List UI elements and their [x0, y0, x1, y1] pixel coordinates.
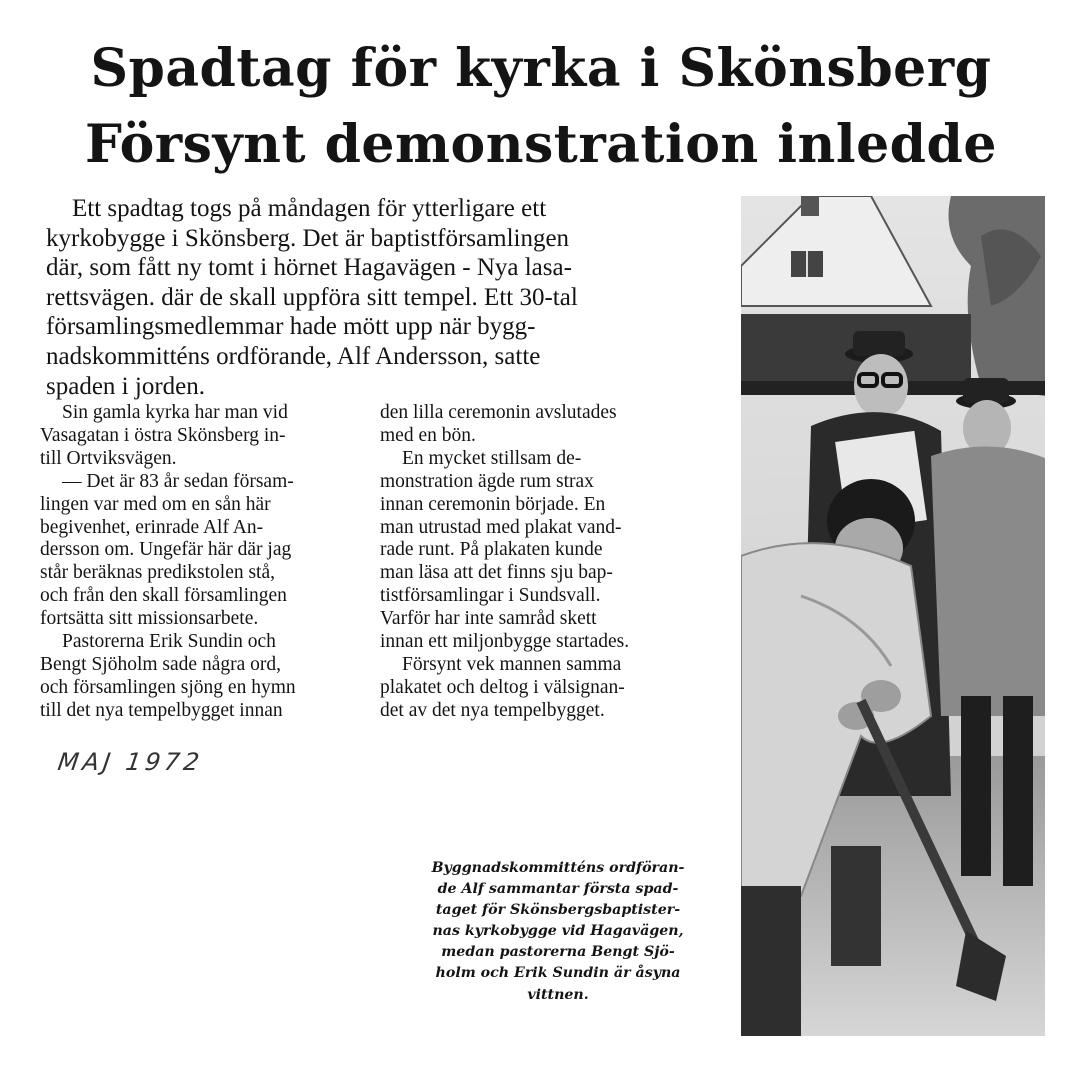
handwritten-date: MAJ 1972	[56, 748, 205, 776]
body-line: begivenhet, erinrade Alf An-	[40, 516, 264, 538]
body-line: till Ortviksvägen.	[40, 447, 177, 469]
body-line: tistförsamlingar i Sundsvall.	[380, 585, 601, 607]
body-line: och församlingen sjöng en hymn	[40, 676, 296, 698]
caption-line: holm och Erik Sundin är åsyna	[435, 965, 681, 982]
body-line: Bengt Sjöholm sade några ord,	[40, 653, 281, 675]
body-line: rade runt. På plakaten kunde	[380, 539, 603, 561]
caption-line: nas kyrkobygge vid Hagavägen,	[432, 923, 684, 940]
lead-line: där, som fått ny tomt i hörnet Hagavägen - Nya lasa-	[46, 254, 572, 282]
lead-paragraph	[46, 194, 708, 401]
photo-caption	[386, 858, 730, 1006]
body-line: Sin gamla kyrka har man vid	[62, 402, 288, 423]
body-column-left	[40, 402, 364, 723]
caption-line: taget för Skönsbergsbaptister-	[435, 902, 681, 919]
body-line: innan ett miljonbygge startades.	[380, 631, 630, 653]
body-line: den lilla ceremonin avslutades	[380, 402, 617, 423]
body-line: Varför har inte samråd skett	[380, 608, 597, 630]
body-line: Vasagatan i östra Skönsberg in-	[40, 424, 286, 446]
body-line: dersson om. Ungefär här där jag	[40, 539, 292, 561]
body-line: — Det är 83 år sedan försam-	[62, 470, 294, 492]
lead-line: rettsvägen. där de skall uppföra sitt tempel. Ett 30-tal	[46, 283, 578, 311]
caption-line: vittnen.	[527, 986, 589, 1003]
body-line: man utrustad med plakat vand-	[380, 516, 622, 538]
body-line: lingen var med om en sån här	[40, 493, 271, 515]
lead-line: Ett spadtag togs på måndagen för ytterligare ett	[72, 195, 547, 222]
body-line: En mycket stillsam de-	[402, 447, 582, 469]
body-line: står beräknas predikstolen stå,	[40, 562, 276, 584]
groundbreaking-photo	[741, 196, 1045, 1036]
body-line: till det nya tempelbygget innan	[40, 699, 283, 721]
lead-line: spaden i jorden.	[46, 372, 205, 400]
body-line: det av det nya tempelbygget.	[380, 699, 605, 721]
body-column-right	[380, 402, 704, 723]
headline-line-2: Försynt demonstration inledde	[85, 114, 997, 175]
body-line: och från den skall församlingen	[40, 585, 287, 607]
body-line: innan ceremonin började. En	[380, 493, 606, 515]
body-line: med en bön.	[380, 424, 476, 446]
body-line: Försynt vek mannen samma	[402, 653, 622, 675]
body-line: man läsa att det finns sju bap-	[380, 562, 613, 584]
lead-line: kyrkobygge i Skönsberg. Det är baptistförsamlingen	[46, 224, 570, 252]
body-line: monstration ägde rum strax	[380, 470, 594, 492]
caption-line: Byggnadskommitténs ordföran-	[431, 860, 685, 876]
body-line: Pastorerna Erik Sundin och	[62, 631, 276, 653]
body-line: plakatet och deltog i välsignan-	[380, 676, 625, 698]
lead-line: församlingsmedlemmar hade mött upp när bygg-	[46, 313, 536, 341]
lead-line: nadskommitténs ordförande, Alf Andersson, satte	[46, 342, 541, 370]
body-line: fortsätta sitt missionsarbete.	[40, 608, 259, 630]
caption-line: medan pastorerna Bengt Sjö-	[441, 944, 675, 961]
headline-line-1: Spadtag för kyrka i Skönsberg	[90, 38, 992, 99]
caption-line: de Alf sammantar första spad-	[437, 881, 679, 898]
